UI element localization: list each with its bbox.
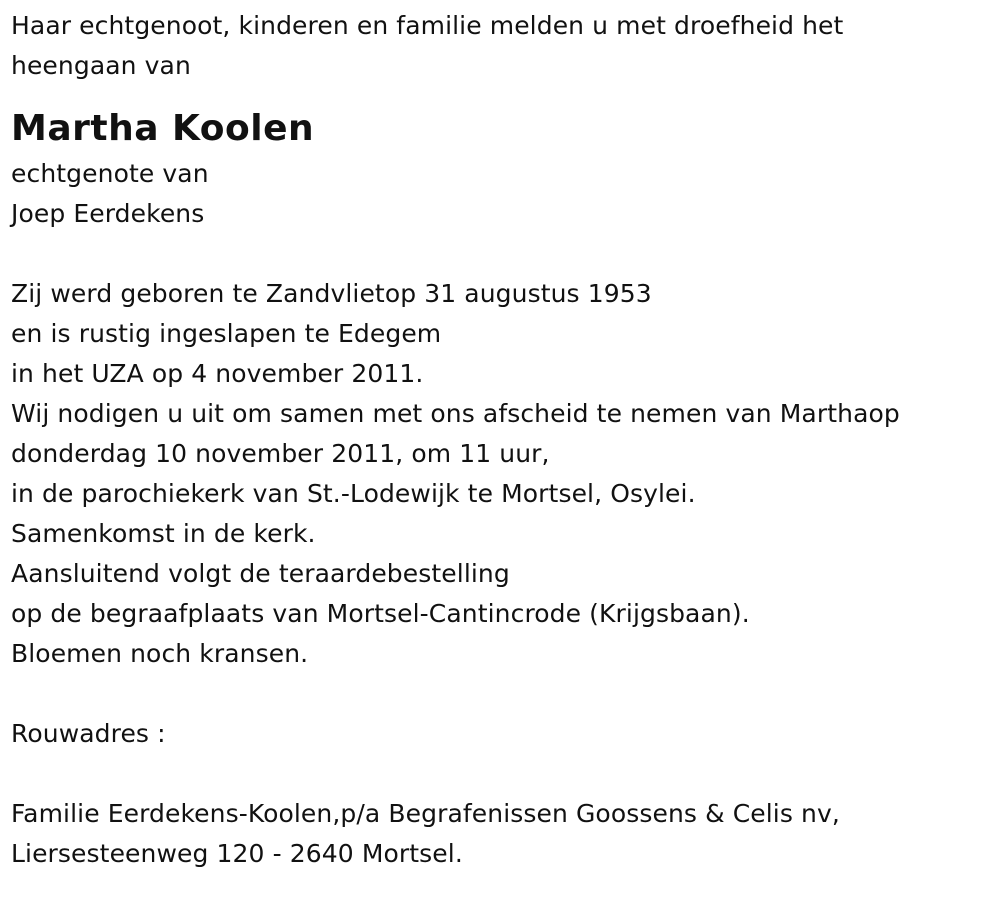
deceased-name: Martha Koolen [11,108,315,149]
spacer [11,754,991,794]
intro-line-1: Haar echtgenoot, kinderen en familie melden u met droefheid het [11,11,844,40]
spacer [11,674,991,714]
relation-text: echtgenote van [11,159,209,188]
detail-line: Bloemen noch kransen. [11,639,309,668]
detail-line: Zij werd geboren te Zandvlietop 31 augustus 1953 [11,279,652,308]
detail-line: in het UZA op 4 november 2011. [11,359,424,388]
detail-line: Aansluitend volgt de teraardebestelling [11,559,510,588]
detail-line: Wij nodigen u uit om samen met ons afscheid te nemen van Marthaop [11,399,900,428]
rouwadres-line-1: Familie Eerdekens-Koolen,p/a Begrafenissen Goossens & Celis nv, [11,799,840,828]
detail-line: op de begraafplaats van Mortsel-Cantincrode (Krijgsbaan). [11,599,750,628]
intro-line-2: heengaan van [11,51,191,80]
detail-line: Samenkomst in de kerk. [11,519,316,548]
spouse-name: Joep Eerdekens [11,199,205,228]
spacer [11,234,991,274]
detail-line: donderdag 10 november 2011, om 11 uur, [11,439,550,468]
rouwadres-label: Rouwadres : [11,719,166,748]
obituary-notice [11,6,991,874]
rouwadres-line-2: Liersesteenweg 120 - 2640 Mortsel. [11,839,463,868]
detail-line: in de parochiekerk van St.-Lodewijk te Mortsel, Osylei. [11,479,696,508]
detail-line: en is rustig ingeslapen te Edegem [11,319,442,348]
